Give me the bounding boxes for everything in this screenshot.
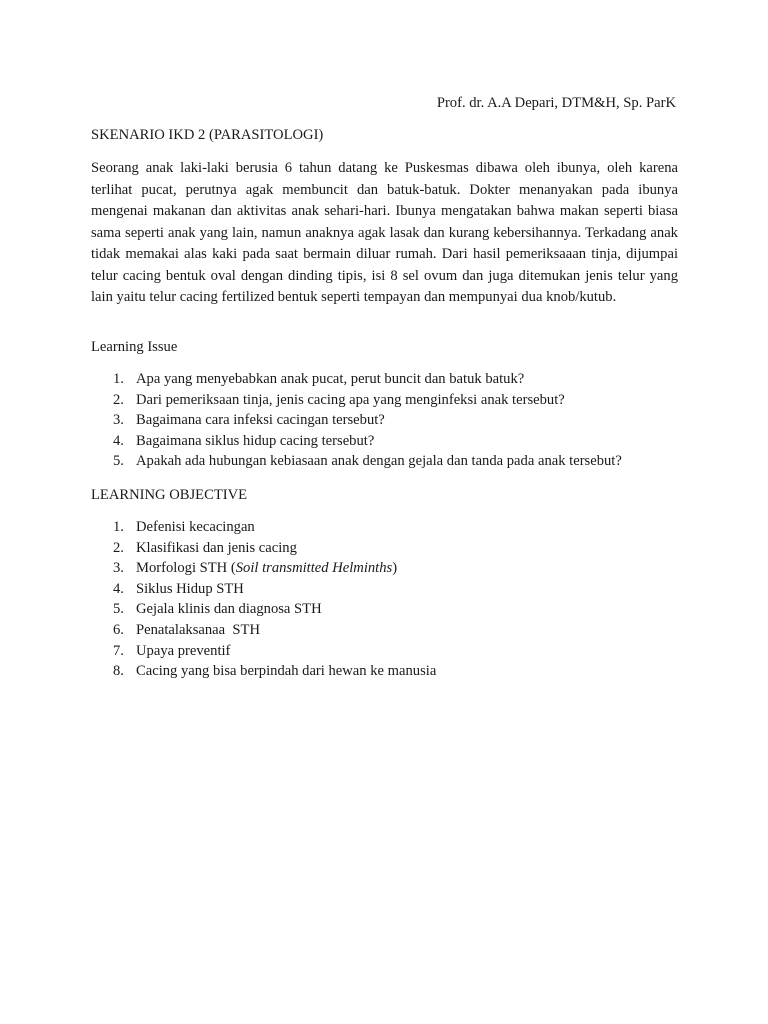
list-text: Siklus Hidup STH — [136, 580, 244, 597]
learning-issue-heading: Learning Issue — [91, 339, 178, 355]
scenario-line: anak tidak memakai alas kaki pada saat bermain diluar rumah. Dari hasil pemeriksaaan tinja, — [91, 224, 678, 262]
scenario-line: sama seperti anak yang lain, namun anaknya agak lasak dan kurang kebersihannya. Terkadang — [91, 224, 647, 241]
list-item — [91, 579, 691, 600]
list-text: Cacing yang bisa berpindah dari hewan ke manusia — [136, 663, 437, 680]
list-item — [91, 390, 691, 411]
list-number: 5. — [113, 453, 124, 470]
list-text: Apakah ada hubungan kebiasaan anak dengan gejala dan tanda pada anak tersebut? — [136, 453, 622, 470]
list-item — [91, 451, 691, 472]
list-number: 1. — [113, 519, 124, 535]
list-text-suffix: ) — [392, 560, 398, 577]
list-text: Gejala klinis dan diagnosa STH — [136, 601, 322, 618]
list-item — [91, 517, 691, 538]
scenario-line: knob/kutub. — [546, 289, 617, 305]
list-text: Upaya preventif — [136, 642, 231, 659]
list-number: 7. — [113, 642, 124, 659]
list-number: 4. — [113, 432, 124, 449]
list-number: 3. — [113, 560, 124, 577]
list-number: 8. — [113, 663, 124, 680]
list-text: Defenisi kecacingan — [136, 519, 255, 535]
list-item — [91, 620, 691, 641]
learning-objective-heading: LEARNING OBJECTIVE — [91, 487, 248, 503]
list-item — [91, 431, 691, 452]
list-number: 4. — [113, 580, 124, 597]
list-item — [91, 538, 691, 559]
scenario-line: mengenai makanan dan aktivitas anak sehari-hari. Ibunya mengatakan bahwa makan seperti biasa — [91, 203, 678, 219]
list-item — [91, 599, 691, 620]
scenario-line: dijumpai telur cacing bentuk oval dengan dinding tipis, isi 8 sel ovum dan juga ditemukan jenis — [91, 246, 678, 284]
list-item — [91, 369, 691, 390]
list-item — [91, 410, 691, 431]
list-text-italic: Soil transmitted Helminths — [235, 560, 393, 577]
list-item — [91, 641, 691, 662]
learning-objective-list — [91, 517, 691, 682]
list-number: 2. — [113, 391, 124, 408]
list-text-prefix: Morfologi STH ( — [136, 560, 236, 577]
list-number: 3. — [113, 412, 124, 429]
list-number: 5. — [113, 601, 124, 618]
author-line: Prof. dr. A.A Depari, DTM&H, Sp. ParK — [436, 95, 676, 111]
list-item — [91, 558, 691, 579]
scenario-line: telur yang lain yaitu telur cacing fertilized bentuk seperti tempayan dan mempunyai dua — [91, 267, 678, 305]
list-number: 6. — [113, 621, 124, 638]
list-text: Apa yang menyebabkan anak pucat, perut buncit dan batuk batuk? — [136, 371, 525, 387]
document-title: SKENARIO IKD 2 (PARASITOLOGI) — [91, 127, 324, 143]
list-number: 2. — [113, 539, 124, 556]
scenario-paragraph — [91, 158, 678, 309]
list-text: Bagaimana siklus hidup cacing tersebut? — [136, 432, 375, 449]
list-text: Klasifikasi dan jenis cacing — [136, 539, 297, 556]
scenario-line: terlihat pucat, perutnya agak membuncit dan batuk-batuk. Dokter menanyakan pada ibunya — [91, 181, 678, 198]
list-text: Bagaimana cara infeksi cacingan tersebut? — [136, 412, 385, 429]
learning-issue-list — [91, 369, 691, 472]
list-number: 1. — [113, 371, 124, 387]
scenario-line: Seorang anak laki-laki berusia 6 tahun datang ke Puskesmas dibawa oleh ibunya, oleh karena — [91, 160, 678, 176]
list-text: Dari pemeriksaan tinja, jenis cacing apa yang menginfeksi anak tersebut? — [136, 391, 565, 408]
list-text: Penatalaksanaa STH — [136, 621, 261, 638]
list-item — [91, 661, 691, 682]
